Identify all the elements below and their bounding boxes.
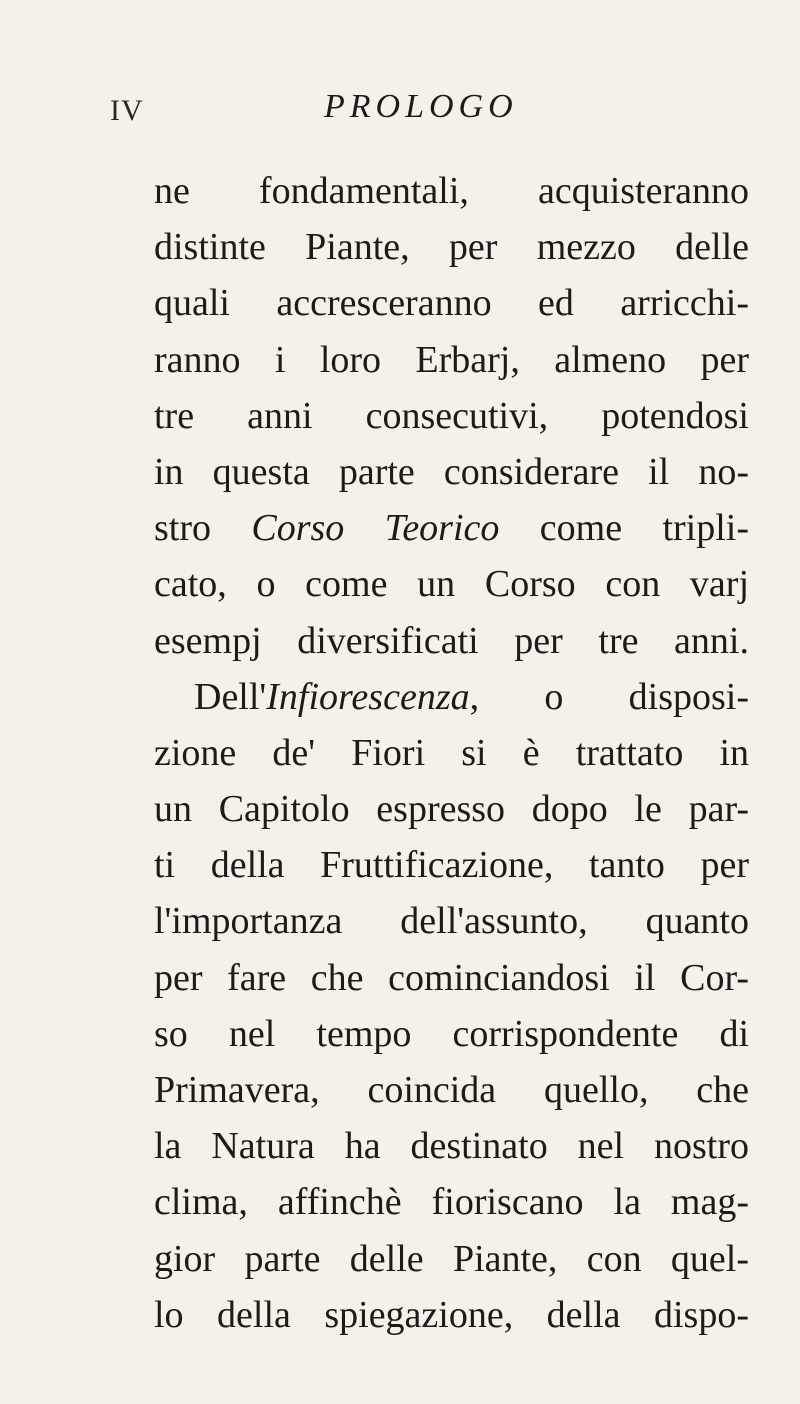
text-segment: come tripli- [499, 507, 749, 550]
text-line-with-italic [154, 669, 749, 725]
text-line: un Capitolo espresso dopo le par- [154, 788, 749, 831]
text-segment: Dell' [194, 675, 267, 718]
text-line: gior parte delle Piante, con quel- [154, 1237, 749, 1280]
text-line: cato, o come un Corso con varj [154, 563, 749, 606]
text-line: so nel tempo corrispondente di [154, 1012, 749, 1055]
italic-term: Infiorescenza [266, 675, 470, 718]
text-line: l'importanza dell'assunto, quanto [154, 900, 749, 943]
text-line: zione de' Fiori si è trattato in [154, 731, 749, 774]
text-line: Primavera, coincida quello, che [154, 1069, 749, 1111]
page-header [0, 80, 800, 140]
italic-term: Corso Teorico [251, 507, 500, 550]
text-line: distinte Piante, per mezzo delle [154, 226, 749, 269]
text-line: la Natura ha destinato nel nostro [154, 1125, 749, 1168]
text-line: esempj diversificati per tre anni. [154, 619, 749, 662]
body-text [154, 163, 749, 1343]
text-line: lo della spiegazione, della dispo- [154, 1293, 749, 1336]
text-line: tre anni consecutivi, potendosi [154, 394, 749, 437]
page-number: IV [110, 94, 144, 127]
text-line: ne fondamentali, acquisteranno [154, 170, 749, 212]
running-title: PROLOGO [324, 88, 518, 125]
text-line: ti della Fruttificazione, tanto per [154, 844, 749, 887]
text-line: ranno i loro Erbarj, almeno per [154, 338, 749, 381]
text-segment: , o disposi- [469, 675, 749, 718]
text-line: clima, affinchè fioriscano la mag- [154, 1181, 749, 1224]
text-line: in questa parte considerare il no- [154, 450, 749, 493]
text-segment: stro [154, 507, 252, 550]
text-line-with-italic [154, 500, 749, 556]
text-line: per fare che cominciandosi il Cor- [154, 956, 749, 999]
text-line: quali accresceranno ed arricchi- [154, 282, 749, 325]
